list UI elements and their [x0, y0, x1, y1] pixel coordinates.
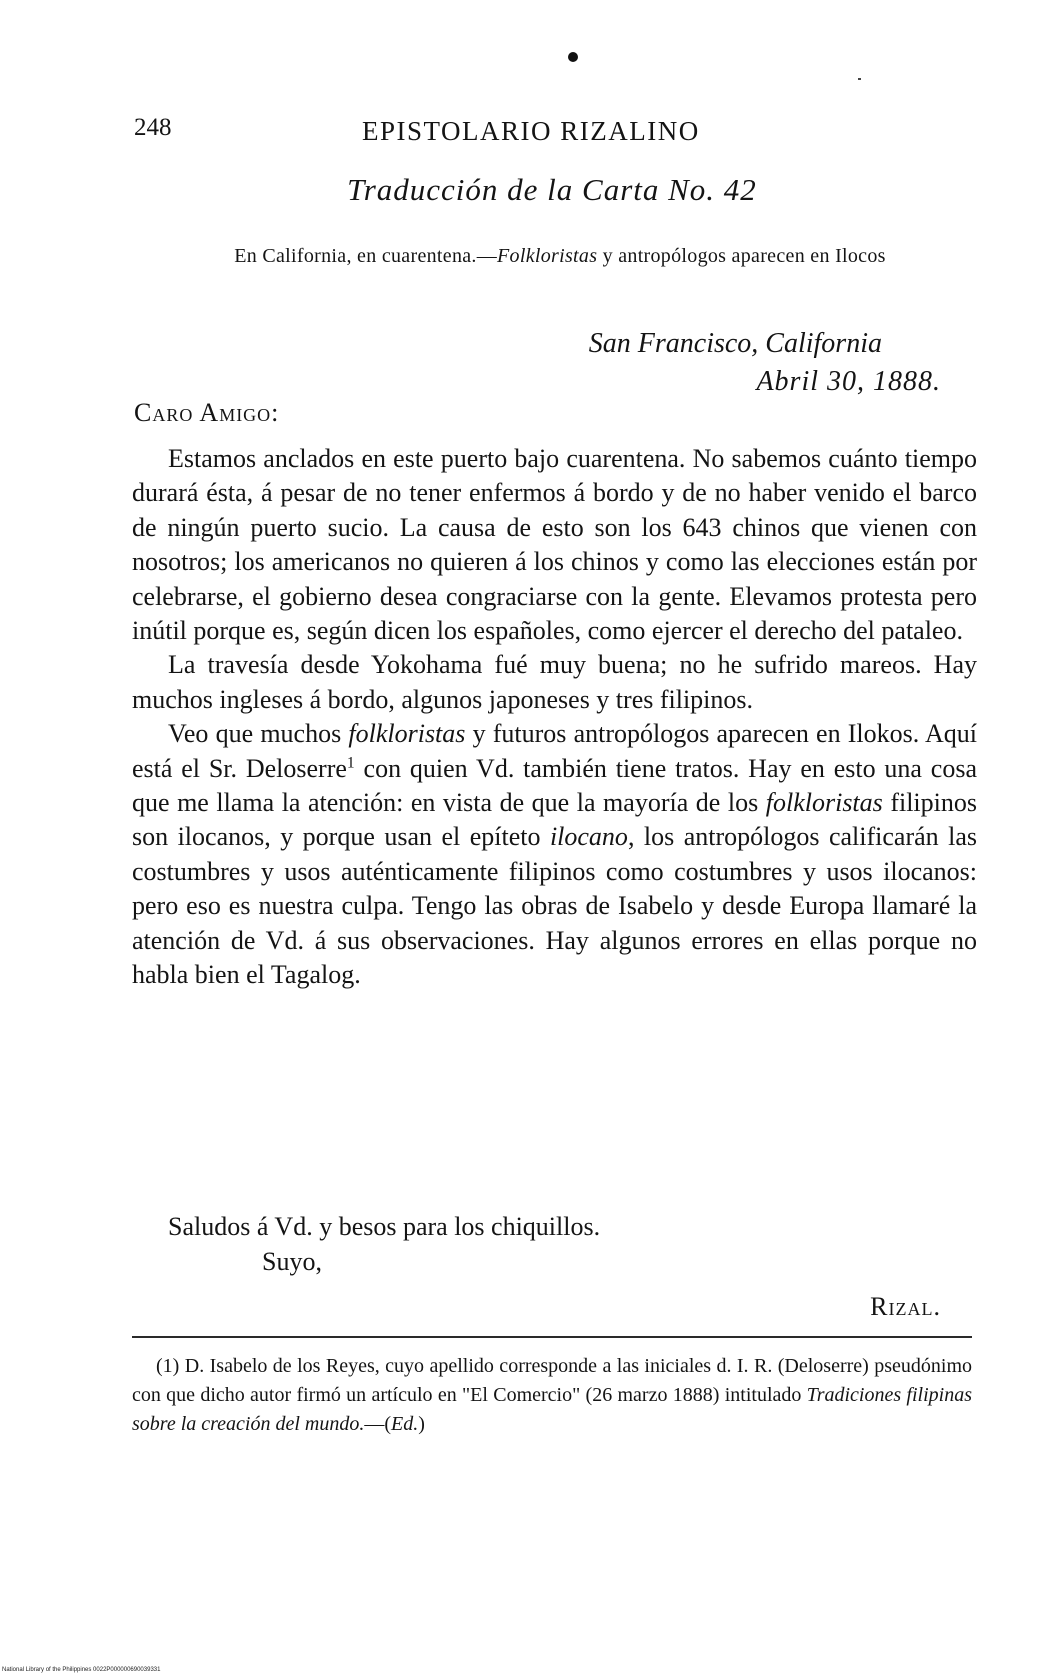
footnote-text: )	[418, 1413, 425, 1435]
paragraph-3-text: y futuros antropólogos aparecen en Ilokos. Aquí está el Sr. Deloserre	[132, 719, 978, 783]
footnote-text: —(	[364, 1413, 392, 1435]
paragraph-3	[132, 717, 977, 992]
footnote-text: D. Isabelo de los Reyes, cuyo apellido corresponde a las iniciales d. I. R. (Deloserre) pseudónimo con que dicho autor firmó un artículo en "El Comercio" (26 marzo 1888) intitulado	[132, 1355, 972, 1406]
paragraph-3-text: filipinos son ilocanos, y porque usan el epíteto	[132, 788, 977, 852]
paragraph-3-italic: folkloristas	[348, 719, 466, 749]
letter-summary	[200, 242, 920, 270]
signature: Rizal.	[870, 1292, 941, 1321]
footnote-editor-mark: Ed.	[391, 1413, 419, 1435]
letter-place: San Francisco, California	[588, 328, 882, 359]
page-number: 248	[134, 114, 172, 141]
letter-date: Abril 30, 1888.	[756, 366, 941, 397]
paragraph-3-text: Veo que muchos	[168, 719, 349, 749]
footnote-reference: 1	[346, 754, 355, 771]
closing-line: Saludos á Vd. y besos para los chiquillos.	[168, 1212, 601, 1241]
valediction: Suyo,	[262, 1247, 322, 1276]
paragraph-3-italic: ilocano	[549, 822, 628, 852]
summary-italic-term: Folkloristas	[497, 245, 598, 267]
footnote-paragraph	[132, 1352, 972, 1439]
letter-body	[132, 442, 977, 993]
paragraph-3-italic: folkloristas	[765, 788, 883, 818]
scan-imprint: National Library of the Philippines 0022P000000690039331	[2, 1667, 161, 1673]
ink-speck-mark	[858, 78, 861, 80]
ink-dot-mark	[568, 52, 578, 62]
paragraph-2: La travesía desde Yokohama fué muy buena; no he sufrido mareos. Hay muchos ingleses á bordo, algunos japoneses y tres filipinos.	[132, 650, 977, 714]
summary-text-end: y antropólogos aparecen en Ilocos	[597, 245, 886, 267]
footnote-marker: (1)	[156, 1355, 180, 1377]
letter-title: Traducción de la Carta No. 42	[347, 172, 757, 207]
paragraph-1: Estamos anclados en este puerto bajo cuarentena. No sabemos cuánto tiempo durará ésta, á pesar de no tener enfermos á bordo y de no haber venido el barco de ningún puerto sucio. La causa de esto son los 643 chinos que vienen con nosotros; los americanos no quieren á los chinos y como las elecciones están por celebrarse, el gobierno desea congraciarse con la gente. Elevamos protesta pero inútil porque es, según dicen los españoles, como ejercer el derecho del pataleo.	[132, 444, 977, 646]
summary-text: En California, en cuarentena.—	[234, 245, 498, 267]
footnote	[132, 1352, 972, 1439]
paragraph-3-text: con quien Vd. también tiene tratos. Hay en esto una cosa que me llama la atención: en vista de que la mayoría de los	[132, 753, 977, 818]
paragraph-3-text: , los antropólogos calificarán las costumbres y usos auténticamente filipinos como costumbres y usos ilocanos: pero eso es nuestra culpa. Tengo las obras de Isabelo y desde Europa llamaré la atención de Vd. á sus observaciones. Hay algunos errores en ellas porque no habla bien el Tagalog.	[132, 822, 977, 990]
running-head: EPISTOLARIO RIZALINO	[362, 116, 700, 146]
footnote-divider	[132, 1336, 972, 1338]
salutation: Caro Amigo:	[134, 398, 280, 427]
footnote-italic-title: Tradiciones filipinas sobre la creación del mundo.	[132, 1384, 972, 1435]
